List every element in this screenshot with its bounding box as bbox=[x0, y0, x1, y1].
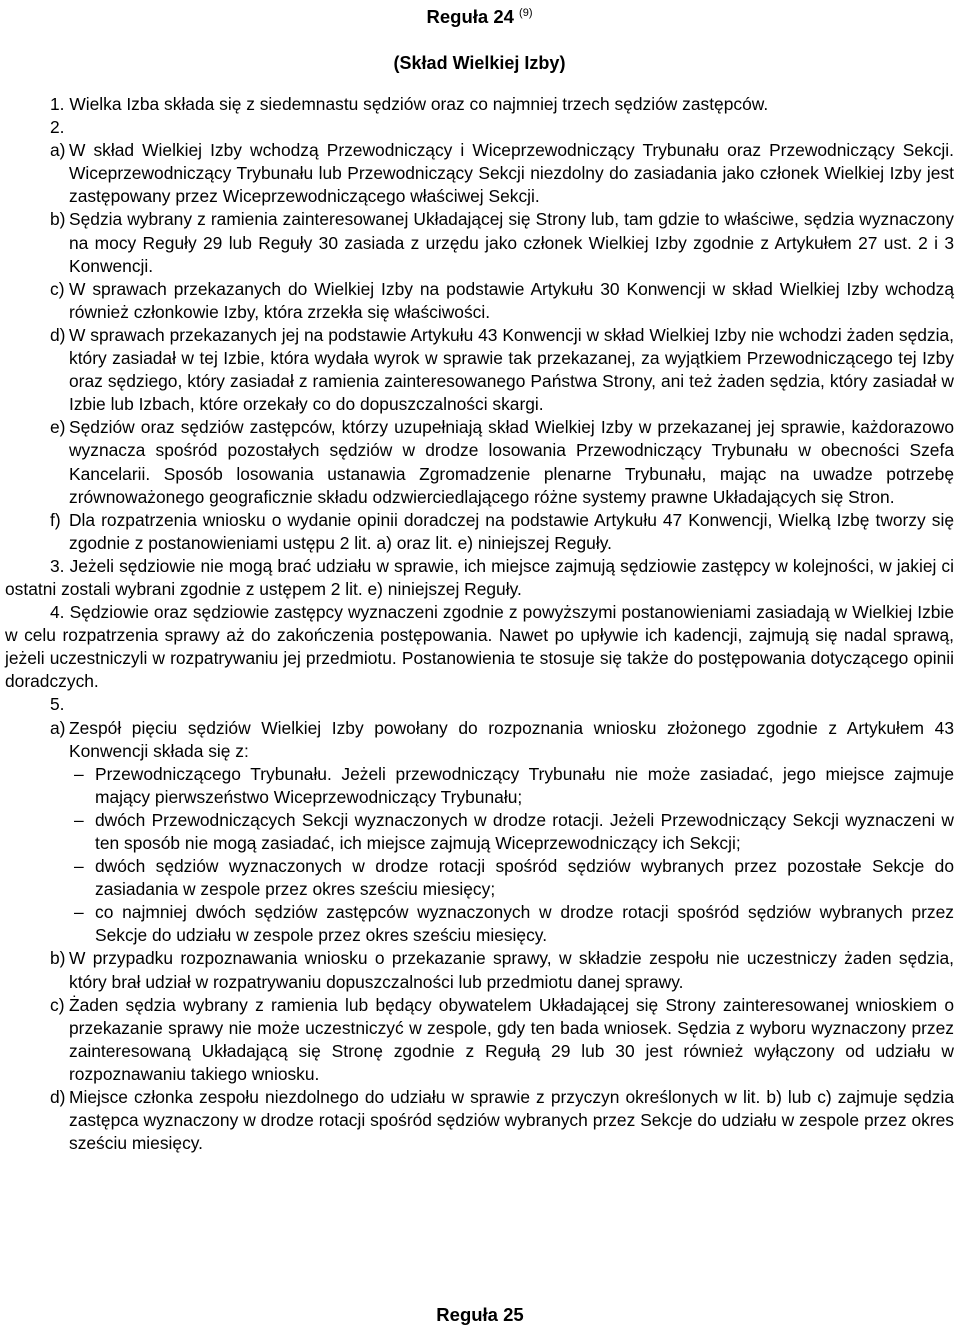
paragraph-4: 4. Sędziowie oraz sędziowie zastępcy wyznaczeni zgodnie z powyższymi postanowieniami zasiadają w Wielkiej Izbie w celu rozpatrzenia sprawy aż do zakończenia postępowania. Nawet po upływie ich kadencji, zajmują się nadal sprawą, jeżeli uczestniczyli w rozpatrywaniu jej przedmiotu. Postanowienia te stosuje się także do postępowania dotyczącego opinii doradczych. bbox=[5, 602, 954, 692]
dash-text: dwóch Przewodniczących Sekcji wyznaczonych w drodze rotacji. Jeżeli Przewodniczący Sekcji wyznaczeni w ten sposób nie mogą zasiadać, ich miejsce zajmują Wiceprzewodniczący ich Sekcji; bbox=[95, 809, 954, 853]
dash-text: dwóch sędziów wyznaczonych w drodze rotacji spośród sędziów wybranych przez pozostałe Sekcje do zasiadania w zespole przez okres sześciu miesięcy; bbox=[95, 856, 954, 900]
paragraph-5-item-c bbox=[5, 994, 954, 1086]
paragraph-5-item-a bbox=[5, 717, 954, 763]
item-text: Miejsce członka zespołu niezdolnego do udziału w sprawie z przyczyn określonych w lit. b) lub c) zajmuje sędzia zastępca wyznaczony w drodze rotacji spośród sędziów wybranych przez Sekcje do udziału w zespole przez okres sześciu miesięcy. bbox=[69, 1087, 954, 1154]
rule-subtitle: (Skład Wielkiej Izby) bbox=[393, 53, 566, 73]
paragraph-5-dash-item bbox=[5, 855, 954, 901]
paragraph-1: 1. Wielka Izba składa się z siedemnastu sędziów oraz co najmniej trzech sędziów zastępców. bbox=[50, 94, 769, 114]
dash-bullet: – bbox=[74, 902, 84, 923]
dash-bullet: – bbox=[74, 856, 84, 877]
item-text: W przypadku rozpoznawania wniosku o przekazanie sprawy, w składzie zespołu nie uczestniczy żaden sędzia, który brał udział w rozpatrywaniu dopuszczalności lub przedmiotu danej sprawy. bbox=[69, 948, 954, 992]
item-label: d) bbox=[50, 1087, 66, 1108]
rule-title bbox=[5, 0, 954, 29]
item-label: b) bbox=[50, 948, 66, 969]
paragraph-5-dash-item bbox=[5, 809, 954, 855]
paragraph-3: 3. Jeżeli sędziowie nie mogą brać udziału w sprawie, ich miejsce zajmują sędziowie zastępcy w kolejności, w jakiej ci ostatni zostali wybrani zgodnie z ustępem 2 lit. e) niniejszej Reguły. bbox=[5, 555, 954, 599]
item-text: Zespół pięciu sędziów Wielkiej Izby powołany do rozpoznania wniosku złożonego zgodnie z Artykułem 43 Konwencji składa się z: bbox=[69, 717, 954, 761]
item-label: c) bbox=[50, 278, 65, 299]
item-label: a) bbox=[50, 717, 66, 738]
dash-bullet: – bbox=[74, 763, 84, 784]
paragraph-2-item-a bbox=[5, 139, 954, 208]
item-text: W sprawach przekazanych do Wielkiej Izby na podstawie Artykułu 30 Konwencji w skład Wielkiej Izby wchodzą również członkowie Izby, która zrzekła się właściwości. bbox=[69, 278, 954, 322]
item-label: f) bbox=[50, 509, 61, 530]
paragraph-2-item-e bbox=[5, 416, 954, 508]
dash-text: Przewodniczącego Trybunału. Jeżeli przewodniczący Trybunału nie może zasiadać, jego miejsce zajmuje mający pierwszeństwo Wiceprzewodniczący Trybunału; bbox=[95, 763, 954, 807]
next-rule-title: Reguła 25 bbox=[436, 1304, 524, 1326]
item-label: e) bbox=[50, 417, 66, 438]
paragraph-2-item-d bbox=[5, 324, 954, 416]
paragraph-5-item-d bbox=[5, 1086, 954, 1155]
paragraph-5-dash-item bbox=[5, 901, 954, 947]
item-text: W skład Wielkiej Izby wchodzą Przewodniczący i Wiceprzewodniczący Trybunału oraz Przewodniczący Sekcji. Wiceprzewodniczący Trybunału lub Przewodniczący Sekcji niezdolny do zasiadania jako członek Wielkiej Izby jest zastępowany przez Wiceprzewodniczącego właściwej Sekcji. bbox=[69, 140, 954, 207]
item-text: W sprawach przekazanych jej na podstawie Artykułu 43 Konwencji w skład Wielkiej Izby nie wchodzi żaden sędzia, który zasiadał w tej Izbie, która wydała wyrok w sprawie tak przekazanej, za wyjątkiem Przewodniczącego tej Izby oraz sędziego, który zasiadał z ramienia zainteresowanego Państwa Strony, ani też żaden sędzia, który zasiadał w Izbie lub Izbach, które orzekały co do dopuszczalności skargi. bbox=[69, 324, 954, 415]
dash-text: co najmniej dwóch sędziów zastępców wyznaczonych w drodze rotacji spośród sędziów wybranych przez Sekcje do udziału w zespole przez okres sześciu miesięcy. bbox=[95, 902, 954, 946]
item-label: d) bbox=[50, 324, 66, 345]
rule-title-text: Reguła 24 bbox=[426, 6, 514, 27]
footnote-ref[interactable]: (9) bbox=[519, 6, 533, 19]
paragraph-5-item-b bbox=[5, 947, 954, 993]
paragraph-5-dash-item bbox=[5, 763, 954, 809]
item-label: b) bbox=[50, 209, 66, 230]
item-text: Sędzia wybrany z ramienia zainteresowanej Układającej się Strony lub, tam gdzie to właściwe, sędzia wyznaczony na mocy Reguły 29 lub Reguły 30 zasiada z urzędu jako członek Wielkiej Izby zgodnie z Artykułem 27 ust. 2 i 3 Konwencji. bbox=[69, 209, 954, 276]
item-label: a) bbox=[50, 140, 66, 161]
item-text: Sędziów oraz sędziów zastępców, którzy uzupełniają skład Wielkiej Izby w przekazanej jej sprawie, każdorazowo wyznacza spośród pozostałych sędziów w drodze losowania Przewodniczący Trybunału w obecności Szefa Kancelarii. Sposób losowania ustanawia Zgromadzenie plenarne Trybunału, mając na uwadze potrzebę zrównoważonego geograficznie składu odzwierciedlającego różne systemy prawne Układających się Stron. bbox=[69, 417, 954, 507]
paragraph-2-item-b bbox=[5, 208, 954, 277]
item-text: Dla rozpatrzenia wniosku o wydanie opinii doradczej na podstawie Artykułu 47 Konwencji, Wielką Izbę tworzy się zgodnie z postanowieniami ustępu 2 lit. a) oraz lit. e) niniejszej Reguły. bbox=[69, 509, 954, 553]
paragraph-2-item-c bbox=[5, 278, 954, 324]
item-label: c) bbox=[50, 994, 65, 1015]
paragraph-2-number: 2. bbox=[50, 117, 65, 138]
dash-bullet: – bbox=[74, 809, 84, 830]
item-text: Żaden sędzia wybrany z ramienia lub będący obywatelem Układającej się Strony zainteresowanej wnioskiem o przekazanie sprawy nie może uczestniczyć w zespole, gdy ten bada wniosek. Sędzia z wyboru wyznaczony przez zainteresowaną Układającą się Stronę zgodnie z Regułą 29 lub 30 jest również wyłączony od udziału w rozpoznawaniu takiego wniosku. bbox=[69, 994, 954, 1084]
paragraph-2-item-f bbox=[5, 509, 954, 555]
paragraph-5-number: 5. bbox=[50, 694, 65, 715]
